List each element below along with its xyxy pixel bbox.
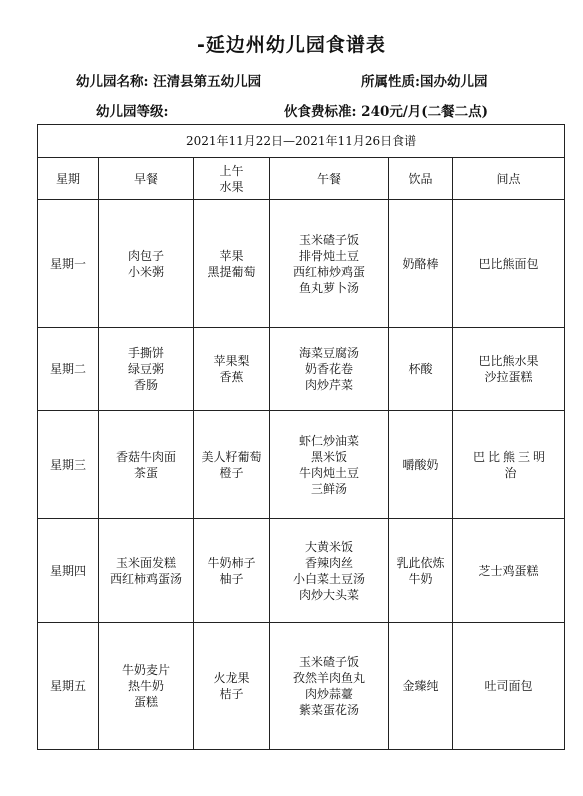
kindergarten-grade: 幼儿园等级: bbox=[96, 104, 169, 120]
lunch-item: 小白菜土豆汤 bbox=[292, 571, 365, 586]
breakfast-cell bbox=[99, 411, 194, 519]
breakfast-item: 西红柿鸡蛋汤 bbox=[109, 571, 182, 586]
breakfast-item: 牛奶麦片 bbox=[121, 663, 170, 677]
weekday-cell: 星期五 bbox=[38, 623, 99, 750]
snack-item: 吐司面包 bbox=[484, 679, 533, 693]
snack-item: 巴比熊面包 bbox=[478, 256, 539, 271]
lunch-item: 肉炒大头菜 bbox=[298, 587, 359, 602]
fruit-item: 香蕉 bbox=[219, 370, 244, 384]
page-title: -延边州幼儿园食谱表 bbox=[197, 34, 386, 56]
drink-item: 乳此依炼 bbox=[396, 555, 445, 570]
lunch-item: 西红柿炒鸡蛋 bbox=[292, 264, 365, 279]
fruit-item: 火龙果 bbox=[213, 671, 250, 685]
snack-cell bbox=[453, 328, 565, 411]
weekday-cell: 星期二 bbox=[38, 328, 99, 411]
fruit-item: 黑提葡萄 bbox=[207, 264, 256, 279]
table-row bbox=[38, 623, 565, 750]
header-breakfast: 早餐 bbox=[99, 158, 194, 200]
fruit-item: 柚子 bbox=[219, 571, 244, 586]
drink-cell bbox=[389, 200, 453, 328]
lunch-item: 大黄米饭 bbox=[304, 539, 353, 554]
lunch-item: 海菜豆腐汤 bbox=[298, 346, 359, 360]
weekday-cell: 星期三 bbox=[38, 411, 99, 519]
lunch-item: 玉米碴子饭 bbox=[298, 232, 359, 247]
lunch-item: 虾仁炒油菜 bbox=[298, 433, 359, 448]
lunch-item: 玉米碴子饭 bbox=[298, 655, 359, 669]
drink-cell bbox=[389, 411, 453, 519]
drink-cell bbox=[389, 623, 453, 750]
lunch-cell bbox=[270, 519, 389, 623]
lunch-item: 肉炒蒜薹 bbox=[304, 687, 353, 701]
breakfast-cell bbox=[99, 623, 194, 750]
date-range-row bbox=[38, 125, 565, 158]
breakfast-item: 茶蛋 bbox=[133, 465, 158, 480]
lunch-item: 奶香花卷 bbox=[304, 362, 353, 376]
header-row bbox=[38, 158, 565, 200]
fruit-cell bbox=[194, 519, 270, 623]
fruit-item: 桔子 bbox=[219, 687, 244, 701]
drink-item: 金臻纯 bbox=[402, 679, 439, 693]
fruit-item: 牛奶柿子 bbox=[207, 555, 256, 570]
breakfast-item: 热牛奶 bbox=[127, 679, 164, 693]
date-range: 2021年11月22日—2021年11月26日食谱 bbox=[38, 125, 565, 158]
lunch-item: 紫菜蛋花汤 bbox=[298, 703, 359, 717]
header-weekday: 星期 bbox=[38, 158, 99, 200]
header-lunch: 午餐 bbox=[270, 158, 389, 200]
breakfast-item: 肉包子 bbox=[127, 248, 164, 263]
breakfast-item: 蛋糕 bbox=[133, 695, 158, 709]
drink-item: 奶酪棒 bbox=[402, 256, 439, 271]
breakfast-item: 小米粥 bbox=[127, 264, 164, 279]
breakfast-item: 香菇牛肉面 bbox=[115, 449, 176, 464]
lunch-cell bbox=[270, 411, 389, 519]
snack-cell bbox=[453, 519, 565, 623]
lunch-item: 牛肉炖土豆 bbox=[298, 465, 359, 480]
snack-cell bbox=[453, 411, 565, 519]
fruit-cell bbox=[194, 328, 270, 411]
header-fruit-line: 水果 bbox=[219, 179, 244, 194]
menu-table bbox=[37, 124, 565, 750]
fruit-item: 苹果梨 bbox=[213, 354, 250, 368]
breakfast-item: 绿豆粥 bbox=[127, 362, 164, 376]
drink-item: 牛奶 bbox=[408, 571, 433, 586]
header-fruit-line: 上午 bbox=[219, 163, 244, 178]
header-drink: 饮品 bbox=[389, 158, 453, 200]
lunch-item: 排骨炖土豆 bbox=[298, 248, 359, 263]
fruit-item: 橙子 bbox=[219, 465, 244, 480]
snack-cell bbox=[453, 200, 565, 328]
lunch-cell bbox=[270, 200, 389, 328]
lunch-item: 孜然羊肉鱼丸 bbox=[292, 671, 365, 685]
meal-fee-standard: 伙食费标准: 240元/月(二餐二点) bbox=[284, 104, 489, 120]
kindergarten-name: 幼儿园名称: 汪清县第五幼儿园 bbox=[76, 74, 262, 90]
drink-item: 嚼酸奶 bbox=[402, 457, 439, 472]
fruit-item: 苹果 bbox=[219, 248, 244, 263]
weekday-cell: 星期一 bbox=[38, 200, 99, 328]
lunch-item: 三鲜汤 bbox=[310, 481, 347, 496]
weekday-cell: 星期四 bbox=[38, 519, 99, 623]
lunch-item: 鱼丸萝卜汤 bbox=[298, 280, 359, 295]
breakfast-item: 香肠 bbox=[133, 378, 158, 392]
drink-cell bbox=[389, 328, 453, 411]
lunch-item: 肉炒芹菜 bbox=[304, 378, 353, 392]
drink-item: 杯酸 bbox=[408, 362, 433, 376]
snack-item: 巴比熊水果 bbox=[478, 354, 539, 368]
snack-item: 沙拉蛋糕 bbox=[484, 370, 533, 384]
breakfast-item: 手撕饼 bbox=[127, 346, 164, 360]
fruit-cell bbox=[194, 623, 270, 750]
breakfast-cell bbox=[99, 328, 194, 411]
snack-item: 芝士鸡蛋糕 bbox=[478, 563, 539, 578]
fruit-cell bbox=[194, 411, 270, 519]
fruit-item: 美人籽葡萄 bbox=[201, 449, 262, 464]
lunch-item: 黑米饭 bbox=[310, 449, 347, 464]
lunch-item: 香辣肉丝 bbox=[304, 555, 353, 570]
breakfast-cell bbox=[99, 200, 194, 328]
lunch-cell bbox=[270, 328, 389, 411]
table-row bbox=[38, 411, 565, 519]
table-row bbox=[38, 200, 565, 328]
breakfast-item: 玉米面发糕 bbox=[115, 555, 176, 570]
lunch-cell bbox=[270, 623, 389, 750]
header-snack: 间点 bbox=[453, 158, 565, 200]
table-row bbox=[38, 519, 565, 623]
fruit-cell bbox=[194, 200, 270, 328]
snack-cell bbox=[453, 623, 565, 750]
snack-item: 治 bbox=[504, 465, 517, 480]
snack-item: 巴比熊三明 bbox=[473, 449, 549, 464]
breakfast-cell bbox=[99, 519, 194, 623]
header-fruit bbox=[194, 158, 270, 200]
drink-cell bbox=[389, 519, 453, 623]
kindergarten-nature: 所属性质:国办幼儿园 bbox=[361, 74, 488, 90]
table-row bbox=[38, 328, 565, 411]
